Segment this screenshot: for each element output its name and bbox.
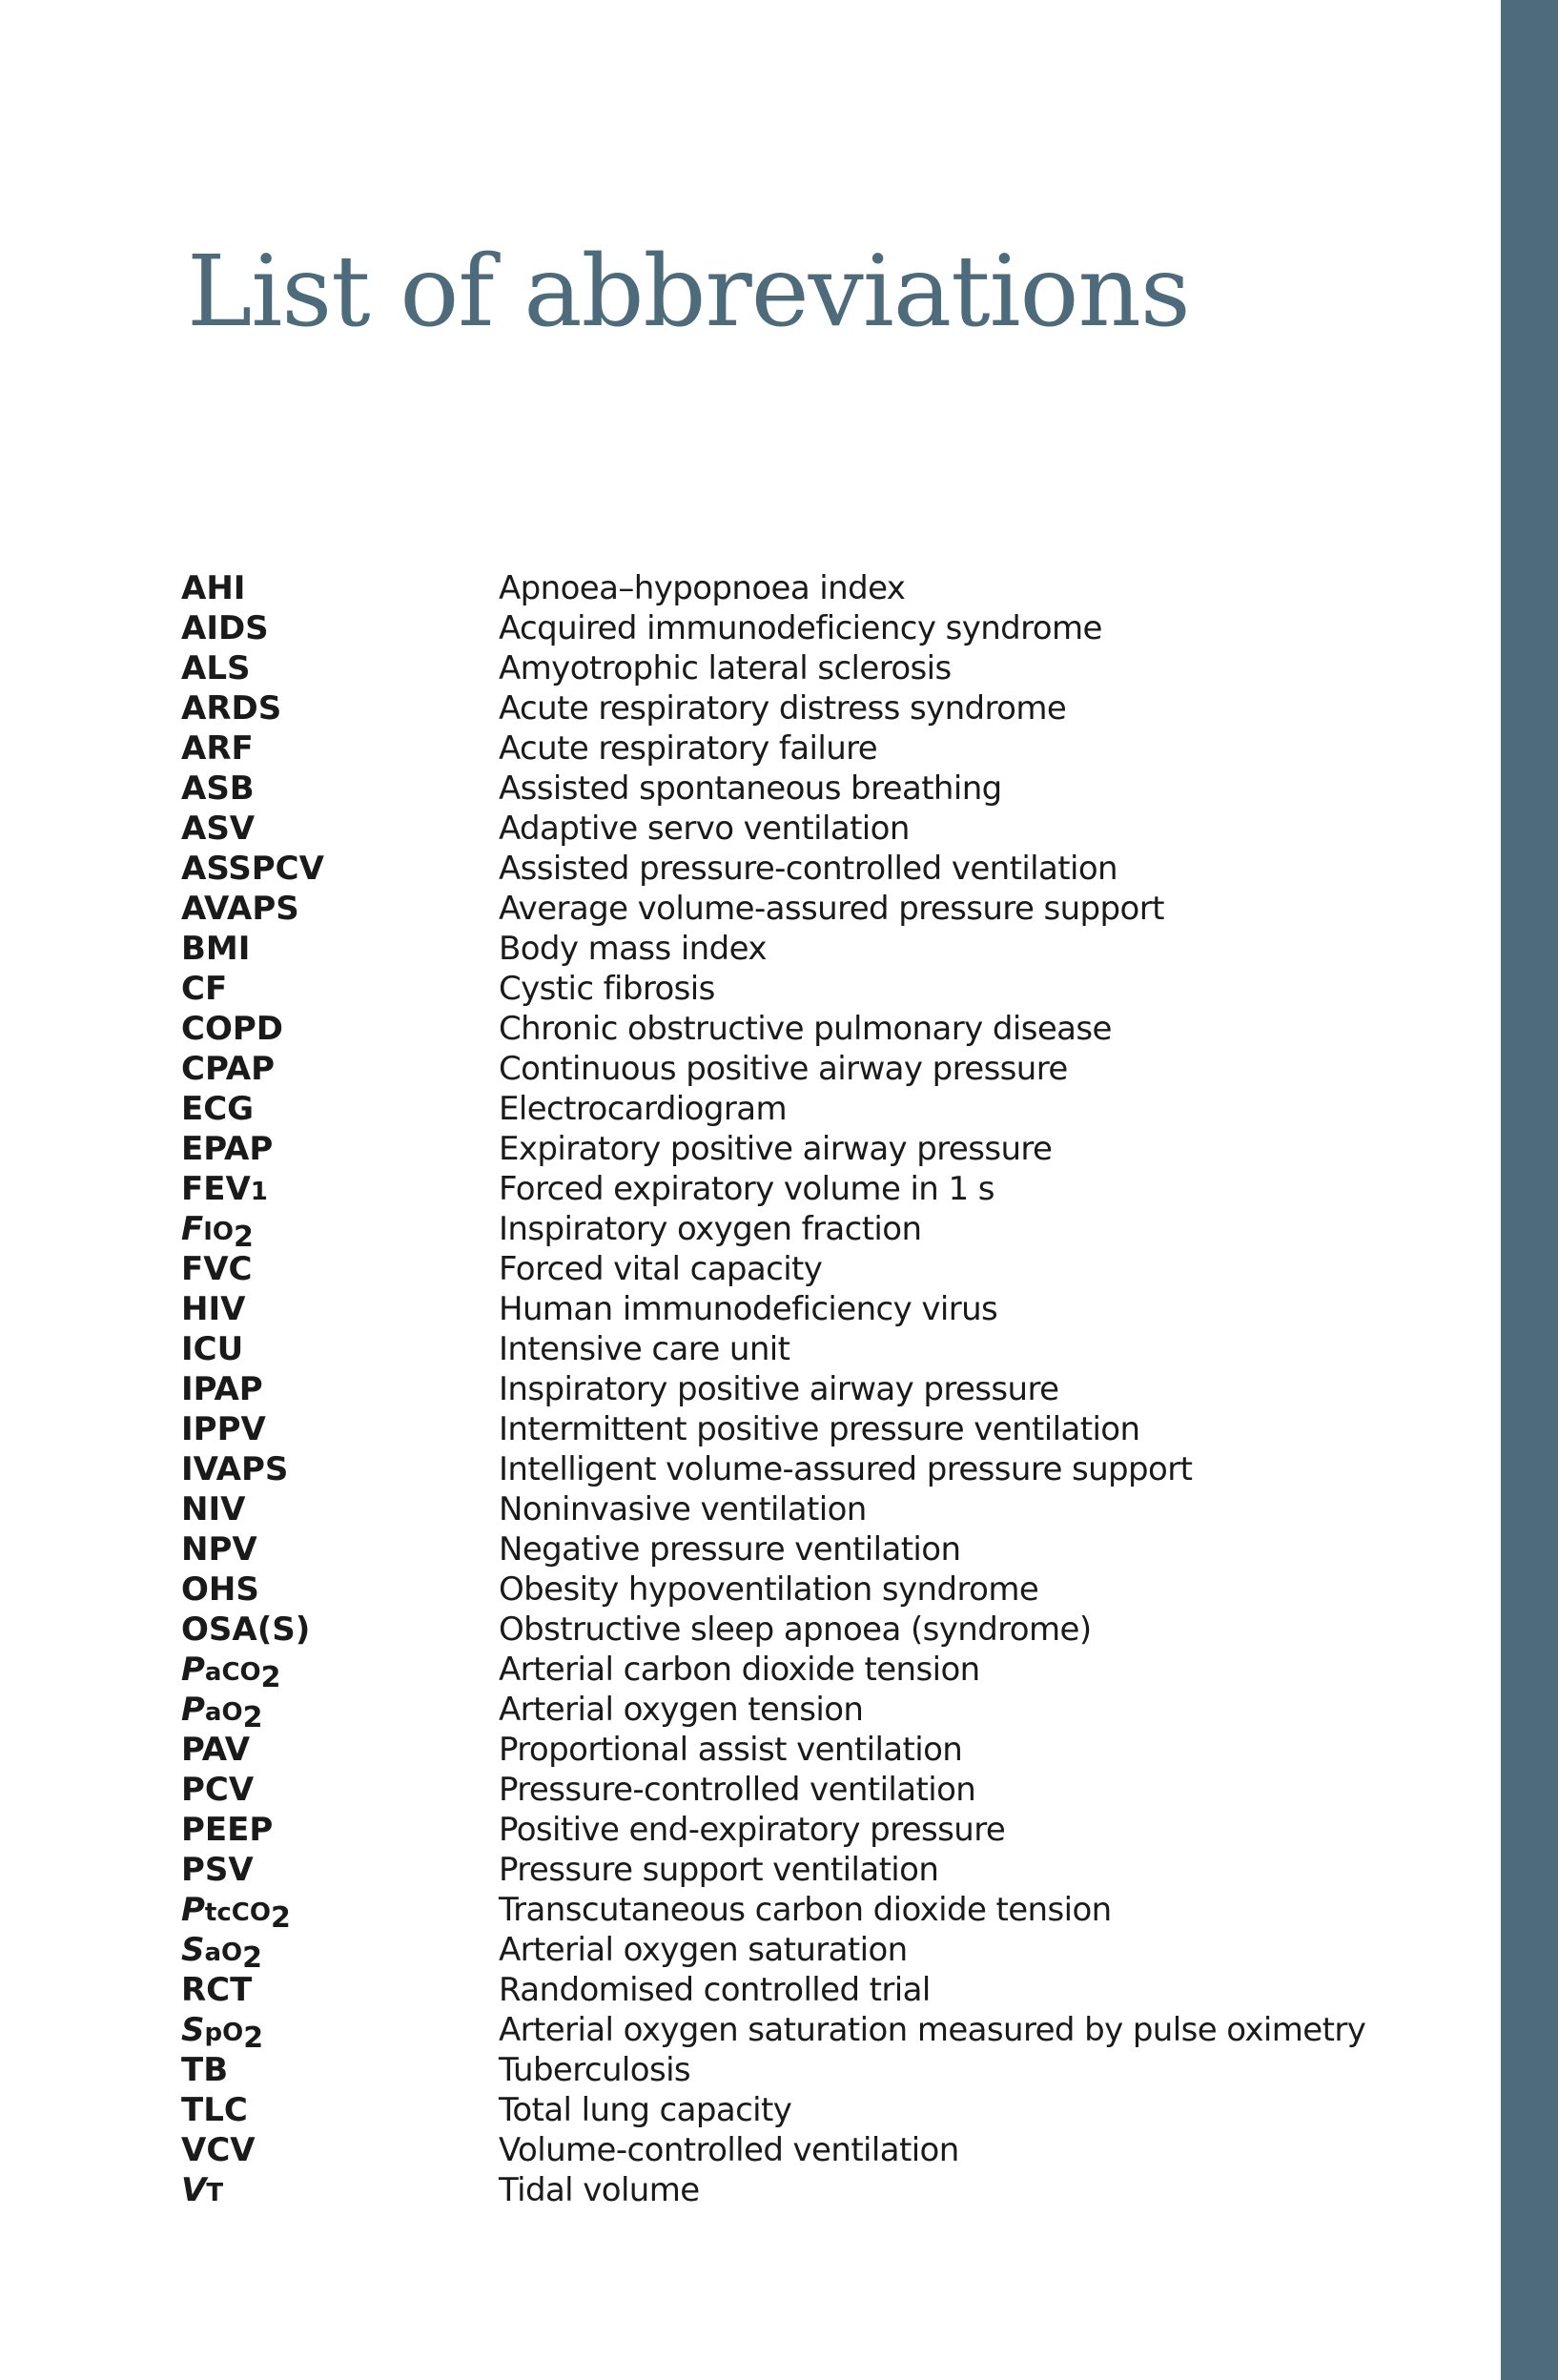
abbreviation-row xyxy=(181,1930,1459,1975)
abbreviation-row xyxy=(181,1049,1459,1089)
abbreviation-term: ARF xyxy=(181,729,254,768)
abbreviation-term: PCV xyxy=(181,1771,255,1809)
abbreviation-definition: Forced vital capacity xyxy=(499,1250,823,1288)
abbreviation-definition: Assisted spontaneous breathing xyxy=(499,769,1002,808)
abbreviation-definition: Expiratory positive airway pressure xyxy=(499,1130,1053,1168)
abbreviation-term: ASB xyxy=(181,769,255,808)
abbreviation-term: ECG xyxy=(181,1090,255,1128)
abbreviation-term: VCV xyxy=(181,2131,256,2169)
abbreviation-term: BMI xyxy=(181,930,251,968)
abbreviation-term: TLC xyxy=(181,2091,248,2129)
abbreviation-definition: Obstructive sleep apnoea (syndrome) xyxy=(499,1611,1092,1649)
abbreviation-row xyxy=(181,1409,1459,1449)
abbreviation-row xyxy=(181,1690,1459,1734)
abbreviation-row xyxy=(181,1449,1459,1489)
abbreviation-definition: Inspiratory oxygen fraction xyxy=(499,1210,922,1248)
abbreviation-term: CF xyxy=(181,970,228,1008)
abbreviation-definition: Apnoea–hypopnoea index xyxy=(499,569,906,607)
abbreviation-definition: Pressure support ventilation xyxy=(499,1851,939,1889)
abbreviation-definition: Body mass index xyxy=(499,930,767,968)
abbreviation-row xyxy=(181,929,1459,969)
abbreviation-term: ARDS xyxy=(181,689,282,728)
abbreviation-term: ICU xyxy=(181,1330,244,1368)
abbreviation-definition: Inspiratory positive airway pressure xyxy=(499,1370,1059,1408)
abbreviation-definition: Arterial oxygen saturation xyxy=(499,1931,908,1969)
abbreviation-definition: Total lung capacity xyxy=(499,2091,792,2129)
abbreviation-term: CPAP xyxy=(181,1050,275,1088)
abbreviation-row xyxy=(181,688,1459,728)
abbreviation-definition: Electrocardiogram xyxy=(499,1090,787,1128)
abbreviation-term: ASV xyxy=(181,810,256,848)
abbreviation-definition: Acute respiratory failure xyxy=(499,729,878,768)
abbreviation-definition: Proportional assist ventilation xyxy=(499,1731,963,1769)
abbreviation-term: SpO2 xyxy=(181,2011,264,2055)
abbreviation-term: FEV1 xyxy=(181,1170,268,1208)
abbreviation-row xyxy=(181,889,1459,929)
abbreviation-row xyxy=(181,2050,1459,2090)
abbreviation-row xyxy=(181,1529,1459,1570)
abbreviation-definition: Noninvasive ventilation xyxy=(499,1490,867,1529)
abbreviation-term: FVC xyxy=(181,1250,253,1288)
abbreviation-definition: Obesity hypoventilation syndrome xyxy=(499,1570,1039,1609)
abbreviation-term: EPAP xyxy=(181,1130,274,1168)
abbreviation-term: AIDS xyxy=(181,609,269,647)
page-title: List of abbreviations xyxy=(187,235,1190,349)
abbreviation-definition: Assisted pressure-controlled ventilation xyxy=(499,850,1117,888)
abbreviation-term: ALS xyxy=(181,649,251,687)
abbreviation-definition: Arterial carbon dioxide tension xyxy=(499,1651,980,1689)
abbreviation-definition: Negative pressure ventilation xyxy=(499,1530,961,1569)
abbreviation-row xyxy=(181,608,1459,648)
abbreviation-row xyxy=(181,1610,1459,1650)
abbreviation-row xyxy=(181,1650,1459,1694)
abbreviation-row xyxy=(181,1489,1459,1529)
abbreviation-row xyxy=(181,1810,1459,1850)
abbreviation-definition: Chronic obstructive pulmonary disease xyxy=(499,1010,1112,1048)
abbreviation-definition: Amyotrophic lateral sclerosis xyxy=(499,649,952,687)
abbreviation-row xyxy=(181,1730,1459,1770)
abbreviation-term: PtcCO2 xyxy=(181,1891,291,1935)
abbreviation-list xyxy=(181,568,1459,2210)
abbreviation-row xyxy=(181,1289,1459,1329)
abbreviation-row xyxy=(181,1009,1459,1049)
abbreviation-definition: Transcutaneous carbon dioxide tension xyxy=(499,1891,1112,1929)
abbreviation-definition: Human immunodeficiency virus xyxy=(499,1290,998,1328)
abbreviation-row xyxy=(181,769,1459,809)
abbreviation-definition: Tidal volume xyxy=(499,2171,700,2209)
abbreviation-row xyxy=(181,2090,1459,2130)
abbreviation-term: PAV xyxy=(181,1731,251,1769)
abbreviation-definition: Intensive care unit xyxy=(499,1330,790,1368)
abbreviation-row xyxy=(181,809,1459,849)
abbreviation-term: PSV xyxy=(181,1851,254,1889)
abbreviation-definition: Average volume-assured pressure support xyxy=(499,890,1164,928)
abbreviation-term: NIV xyxy=(181,1490,246,1529)
abbreviation-row xyxy=(181,969,1459,1009)
abbreviation-term: RCT xyxy=(181,1971,253,2009)
abbreviation-row xyxy=(181,1329,1459,1369)
abbreviation-definition: Tuberculosis xyxy=(499,2051,691,2089)
abbreviation-row xyxy=(181,1129,1459,1169)
abbreviation-definition: Continuous positive airway pressure xyxy=(499,1050,1068,1088)
abbreviation-term: NPV xyxy=(181,1530,257,1569)
abbreviation-definition: Cystic fibrosis xyxy=(499,970,715,1008)
abbreviation-row xyxy=(181,1970,1459,2010)
abbreviation-term: FIO2 xyxy=(181,1210,254,1254)
abbreviation-row xyxy=(181,1890,1459,1935)
abbreviation-term: HIV xyxy=(181,1290,246,1328)
abbreviation-term: IPAP xyxy=(181,1370,263,1408)
abbreviation-row xyxy=(181,1169,1459,1209)
abbreviation-row xyxy=(181,568,1459,608)
abbreviation-row xyxy=(181,648,1459,688)
abbreviation-row xyxy=(181,1369,1459,1409)
abbreviation-term: ASSPCV xyxy=(181,850,324,888)
abbreviation-definition: Volume-controlled ventilation xyxy=(499,2131,959,2169)
abbreviation-row xyxy=(181,1209,1459,1254)
abbreviation-definition: Intermittent positive pressure ventilation xyxy=(499,1410,1140,1448)
abbreviation-row xyxy=(181,728,1459,769)
abbreviation-row xyxy=(181,2010,1459,2055)
side-color-band xyxy=(1501,0,1558,2380)
abbreviation-row xyxy=(181,1850,1459,1890)
abbreviation-definition: Randomised controlled trial xyxy=(499,1971,931,2009)
abbreviation-term: OSA(S) xyxy=(181,1611,311,1649)
abbreviation-row xyxy=(181,1249,1459,1289)
abbreviation-term: PEEP xyxy=(181,1811,274,1849)
abbreviation-definition: Arterial oxygen tension xyxy=(499,1691,864,1729)
abbreviation-row xyxy=(181,1770,1459,1810)
abbreviation-definition: Arterial oxygen saturation measured by pulse oximetry xyxy=(499,2011,1366,2049)
abbreviation-row xyxy=(181,849,1459,889)
abbreviation-term: PaCO2 xyxy=(181,1651,281,1694)
abbreviation-term: AHI xyxy=(181,569,246,607)
abbreviation-definition: Pressure-controlled ventilation xyxy=(499,1771,976,1809)
abbreviation-definition: Positive end-expiratory pressure xyxy=(499,1811,1006,1849)
abbreviation-row xyxy=(181,2170,1459,2210)
abbreviation-definition: Acquired immunodeficiency syndrome xyxy=(499,609,1102,647)
abbreviation-term: TB xyxy=(181,2051,229,2089)
abbreviation-definition: Intelligent volume-assured pressure support xyxy=(499,1450,1193,1488)
abbreviation-term: AVAPS xyxy=(181,890,299,928)
abbreviation-term: COPD xyxy=(181,1010,283,1048)
abbreviation-row xyxy=(181,1570,1459,1610)
abbreviation-term: IVAPS xyxy=(181,1450,289,1488)
abbreviation-term: PaO2 xyxy=(181,1691,263,1734)
abbreviation-term: IPPV xyxy=(181,1410,266,1448)
abbreviation-row xyxy=(181,2130,1459,2170)
abbreviation-term: VT xyxy=(181,2171,224,2209)
abbreviation-term: SaO2 xyxy=(181,1931,263,1975)
abbreviation-term: OHS xyxy=(181,1570,259,1609)
abbreviation-row xyxy=(181,1089,1459,1129)
abbreviation-definition: Acute respiratory distress syndrome xyxy=(499,689,1067,728)
abbreviation-definition: Forced expiratory volume in 1 s xyxy=(499,1170,994,1208)
abbreviation-definition: Adaptive servo ventilation xyxy=(499,810,910,848)
